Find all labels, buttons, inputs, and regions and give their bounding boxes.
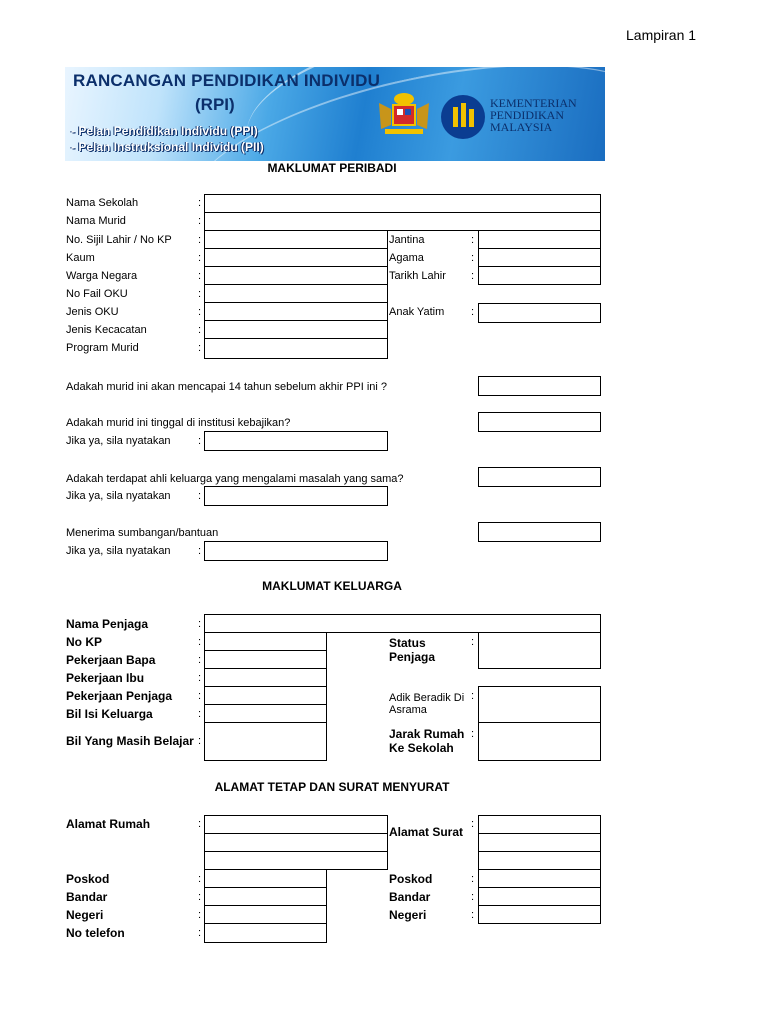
status-penjaga-field[interactable] [478, 632, 601, 669]
no-telefon-field[interactable] [204, 923, 327, 943]
age-14-field[interactable] [478, 376, 601, 396]
ministry-name-line: PENDIDIKAN [490, 108, 564, 122]
family-details-field[interactable] [204, 486, 388, 506]
colon: : [198, 618, 202, 630]
header-banner [65, 67, 605, 161]
colon: : [198, 342, 202, 354]
colon: : [471, 818, 475, 830]
label-jarak-rumah [389, 727, 464, 755]
pekerjaan-penjaga-field[interactable] [204, 686, 327, 705]
label-jenis-kecacatan: Jenis Kecacatan [66, 324, 147, 336]
label-jantina: Jantina [389, 234, 425, 246]
agama-field[interactable] [478, 248, 601, 267]
alamat-rumah-line2-field[interactable] [204, 833, 388, 852]
colon: : [198, 288, 202, 300]
label-bil-isi-keluarga: Bil Isi Keluarga [66, 707, 153, 721]
ministry-logo-icon [441, 95, 485, 139]
banner-title: RANCANGAN PENDIDIKAN INDIVIDU [73, 71, 381, 90]
alamat-rumah-line3-field[interactable] [204, 851, 388, 870]
label-adik-beradik [389, 692, 464, 716]
negeri-rumah-field[interactable] [204, 905, 327, 924]
colon: : [198, 654, 202, 666]
label-pekerjaan-bapa: Pekerjaan Bapa [66, 653, 156, 667]
colon: : [471, 728, 475, 740]
alamat-surat-line2-field[interactable] [478, 833, 601, 852]
colon: : [198, 708, 202, 720]
alamat-surat-line3-field[interactable] [478, 851, 601, 870]
label-pekerjaan-penjaga: Pekerjaan Penjaga [66, 689, 173, 703]
colon: : [471, 891, 475, 903]
bil-isi-keluarga-field[interactable] [204, 704, 327, 723]
ministry-name-line: KEMENTERIAN [490, 96, 577, 110]
colon: : [198, 306, 202, 318]
bandar-rumah-field[interactable] [204, 887, 327, 906]
assistance-details-field[interactable] [204, 541, 388, 561]
label-status-penjaga-line: Status [389, 636, 426, 650]
ministry-name-line: MALAYSIA [490, 120, 553, 134]
label-nama-penjaga: Nama Penjaga [66, 617, 149, 631]
welfare-details-field[interactable] [204, 431, 388, 451]
colon: : [198, 909, 202, 921]
alamat-surat-line1-field[interactable] [478, 815, 601, 834]
colon: : [198, 215, 202, 227]
colon: : [198, 435, 202, 447]
label-no-kp: No KP [66, 635, 102, 649]
colon: : [198, 690, 202, 702]
pekerjaan-bapa-field[interactable] [204, 650, 327, 669]
section-heading-personal: MAKLUMAT PERIBADI [267, 161, 397, 175]
banner-line-ppi: - Pelan Pendidikan Individu (PPI) [71, 124, 258, 138]
jarak-rumah-field[interactable] [478, 722, 601, 761]
label-status-penjaga-line: Penjaga [389, 650, 436, 664]
nama-penjaga-field[interactable] [204, 614, 601, 633]
label-status-penjaga [389, 636, 435, 664]
colon: : [471, 252, 475, 264]
label-no-fail-oku: No Fail OKU [66, 288, 128, 300]
colon: : [198, 672, 202, 684]
colon: : [198, 818, 202, 830]
tarikh-lahir-field[interactable] [478, 266, 601, 285]
colon: : [198, 927, 202, 939]
jantina-field[interactable] [478, 230, 601, 249]
label-alamat-surat: Alamat Surat [389, 825, 464, 839]
nama-sekolah-field[interactable] [204, 194, 601, 213]
colon: : [198, 197, 202, 209]
label-no-telefon: No telefon [66, 926, 125, 940]
label-warga-negara: Warga Negara [66, 270, 138, 282]
poskod-surat-field[interactable] [478, 869, 601, 888]
label-no-sijil: No. Sijil Lahir / No KP [66, 234, 172, 246]
label-alamat-rumah: Alamat Rumah [66, 817, 151, 831]
label-bil-masih-belajar: Bil Yang Masih Belajar [66, 734, 194, 748]
colon: : [471, 690, 475, 702]
family-same-problem-field[interactable] [478, 467, 601, 487]
colon: : [471, 234, 475, 246]
colon: : [198, 873, 202, 885]
label-jenis-oku: Jenis OKU [66, 306, 119, 318]
adik-beradik-field[interactable] [478, 686, 601, 723]
label-jika-ya: Jika ya, sila nyatakan [66, 545, 171, 557]
label-jika-ya: Jika ya, sila nyatakan [66, 435, 171, 447]
alamat-rumah-line1-field[interactable] [204, 815, 388, 834]
colon: : [471, 909, 475, 921]
label-agama: Agama [389, 252, 424, 264]
anak-yatim-field[interactable] [478, 303, 601, 323]
colon: : [471, 873, 475, 885]
nama-murid-field[interactable] [204, 212, 601, 231]
bil-masih-belajar-field[interactable] [204, 722, 327, 761]
label-nama-sekolah: Nama Sekolah [66, 197, 139, 209]
label-bandar: Bandar [66, 890, 108, 904]
colon: : [471, 306, 475, 318]
label-poskod: Poskod [66, 872, 110, 886]
colon: : [471, 636, 475, 648]
label-anak-yatim: Anak Yatim [389, 306, 445, 318]
program-murid-field[interactable] [204, 338, 388, 359]
no-sijil-field[interactable] [204, 230, 388, 249]
jenis-kecacatan-field[interactable] [204, 320, 388, 339]
negeri-surat-field[interactable] [478, 905, 601, 924]
question-welfare-institution: Adakah murid ini tinggal di institusi kebajikan? [66, 417, 291, 429]
colon: : [198, 324, 202, 336]
label-poskod-surat: Poskod [389, 872, 433, 886]
label-jarak-rumah-line: Jarak Rumah [389, 727, 465, 741]
bandar-surat-field[interactable] [478, 887, 601, 906]
poskod-rumah-field[interactable] [204, 869, 327, 888]
label-adik-beradik-line: Adik Beradik Di [389, 692, 465, 704]
label-bandar-surat: Bandar [389, 890, 431, 904]
question-age-14: Adakah murid ini akan mencapai 14 tahun sebelum akhir PPI ini ? [66, 381, 388, 393]
label-nama-murid: Nama Murid [66, 215, 126, 227]
label-negeri-surat: Negeri [389, 908, 427, 922]
warga-negara-field[interactable] [204, 266, 388, 285]
label-adik-beradik-line: Asrama [389, 704, 427, 716]
coat-of-arms-icon [373, 91, 435, 137]
assistance-field[interactable] [478, 522, 601, 542]
label-negeri: Negeri [66, 908, 104, 922]
jenis-oku-field[interactable] [204, 302, 388, 321]
no-fail-oku-field[interactable] [204, 284, 388, 303]
ministry-name [490, 97, 577, 133]
welfare-institution-field[interactable] [478, 412, 601, 432]
label-program-murid: Program Murid [66, 342, 139, 354]
colon: : [198, 735, 202, 747]
kaum-field[interactable] [204, 248, 388, 267]
question-assistance: Menerima sumbangan/bantuan [66, 527, 219, 539]
colon: : [198, 252, 202, 264]
question-family-same-problem: Adakah terdapat ahli keluarga yang mengalami masalah yang sama? [66, 473, 404, 485]
colon: : [198, 636, 202, 648]
colon: : [471, 270, 475, 282]
attachment-label: Lampiran 1 [626, 27, 697, 43]
label-tarikh-lahir: Tarikh Lahir [389, 270, 446, 282]
label-jarak-rumah-line: Ke Sekolah [389, 741, 454, 755]
label-kaum: Kaum [66, 252, 95, 264]
colon: : [198, 270, 202, 282]
colon: : [198, 891, 202, 903]
colon: : [198, 545, 202, 557]
banner-subtitle: (RPI) [195, 95, 235, 114]
banner-line-pii: - Pelan Instruksional Individu (PII) [71, 140, 264, 154]
label-pekerjaan-ibu: Pekerjaan Ibu [66, 671, 145, 685]
no-kp-field[interactable] [204, 632, 327, 651]
section-heading-family: MAKLUMAT KELUARGA [262, 579, 402, 593]
label-jika-ya: Jika ya, sila nyatakan [66, 490, 171, 502]
section-heading-address: ALAMAT TETAP DAN SURAT MENYURAT [214, 780, 450, 794]
colon: : [198, 490, 202, 502]
pekerjaan-ibu-field[interactable] [204, 668, 327, 687]
colon: : [198, 234, 202, 246]
